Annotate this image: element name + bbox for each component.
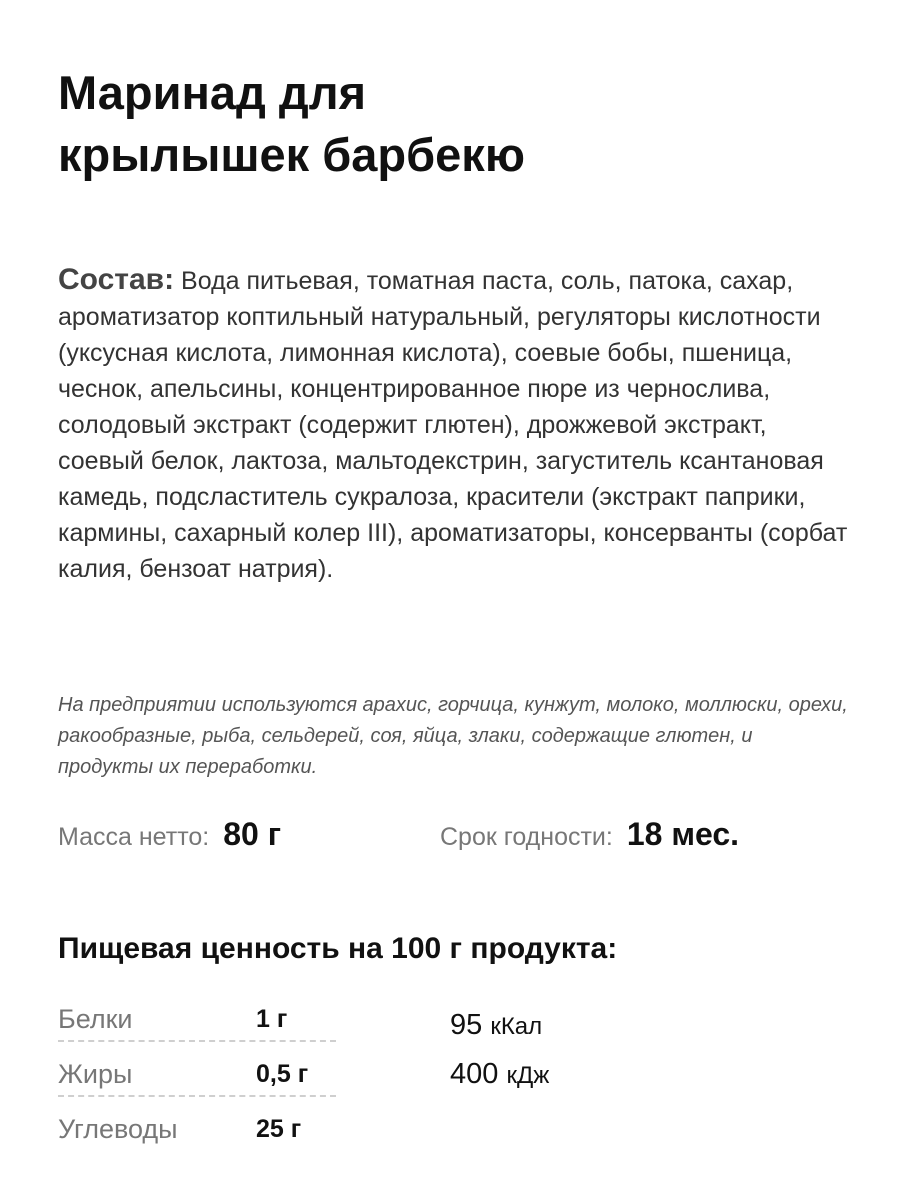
title-line-1: Маринад для <box>58 66 367 119</box>
nutrition-row-fat <box>58 1053 336 1097</box>
energy-unit: кДж <box>506 1062 550 1089</box>
energy-value: 400 <box>450 1058 499 1090</box>
nutrition-value: 1 г <box>256 1005 288 1033</box>
energy-value: 95 <box>450 1009 483 1041</box>
nutrition-label: Белки <box>58 1004 133 1034</box>
energy-kcal <box>450 1004 542 1048</box>
net-weight-label: Масса нетто: <box>58 823 210 851</box>
net-weight-value: 80 г <box>223 816 282 852</box>
composition-label: Состав: <box>58 263 175 296</box>
energy-kj <box>450 1053 549 1097</box>
nutrition-label: Жиры <box>58 1059 133 1089</box>
nutrition-value: 0,5 г <box>256 1060 309 1088</box>
allergen-note: На предприятии используются арахис, горчица, кунжут, молоко, моллюски, орехи, ракообразные, рыба, сельдерей, соя, яйца, злаки, содержащие глютен, и продукты их переработки. <box>58 694 848 778</box>
title-line-2: крылышек барбекю <box>58 128 525 181</box>
product-title <box>58 62 858 186</box>
nutrition-label: Углеводы <box>58 1114 178 1144</box>
nutrition-value: 25 г <box>256 1115 302 1143</box>
composition-text: Вода питьевая, томатная паста, соль, патока, сахар, ароматизатор коптильный натуральный, регуляторы кислотности (уксусная кислота, лимонная кислота), соевые бобы, пшеница, чеснок, апельсины, концентрированное пюре из чернослива, солодовый экстракт (содержит глютен), дрожжевой экстракт, соевый белок, лактоза, мальтодекстрин, загуститель ксантановая камедь, подсластитель сукралоза, красители (экстракт паприки, кармины, сахарный колер III), ароматизаторы, консерванты (сорбат калия, бензоат натрия). <box>58 267 848 583</box>
shelf-life-value: 18 мес. <box>626 816 740 852</box>
energy-unit: кКал <box>490 1013 543 1040</box>
net-weight <box>58 814 281 857</box>
nutrition-row-protein <box>58 998 336 1042</box>
shelf-life <box>440 814 739 857</box>
nutrition-title: Пищевая ценность на 100 г продукта: <box>58 932 618 965</box>
shelf-life-label: Срок годности: <box>440 823 613 851</box>
nutrition-row-carbs <box>58 1108 336 1150</box>
composition-block <box>58 262 848 587</box>
